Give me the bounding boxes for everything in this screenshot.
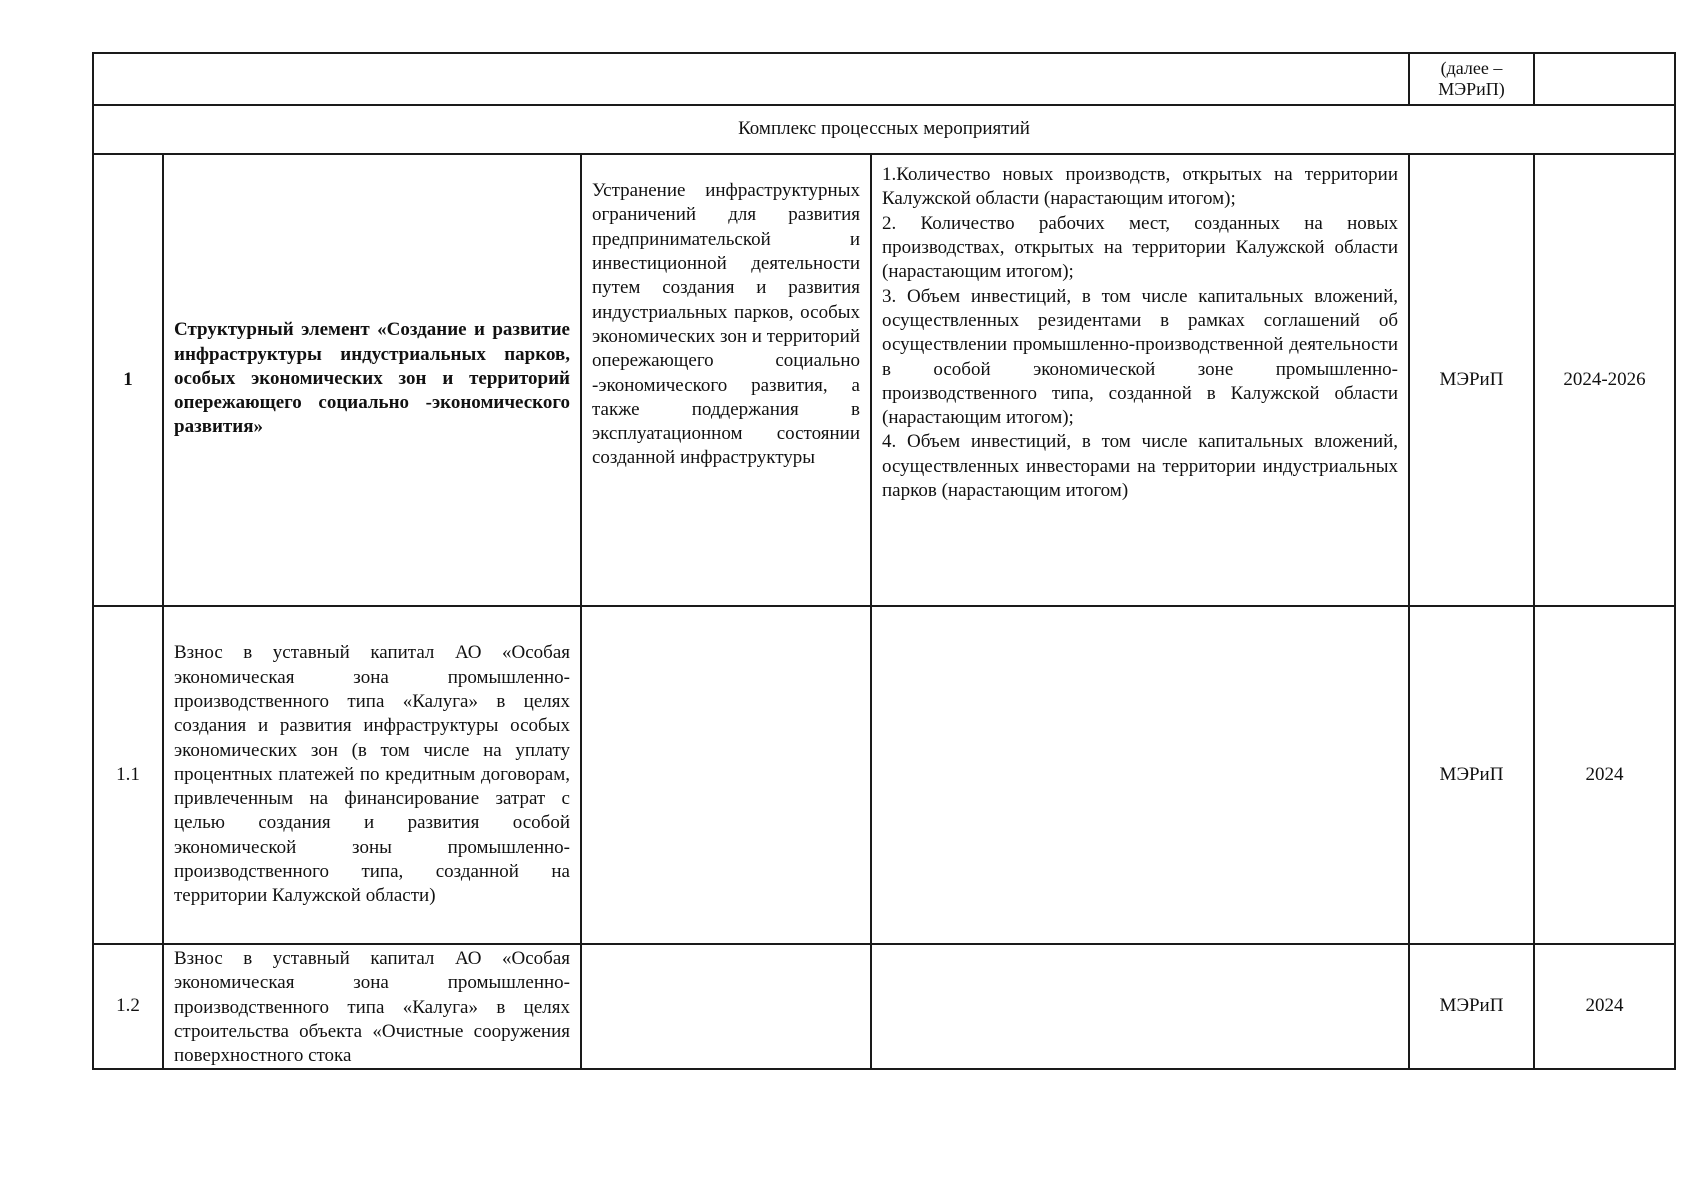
indicators-cell	[871, 944, 1409, 1069]
table-row	[93, 606, 1675, 944]
responsible-value: МЭРиП	[1439, 763, 1504, 785]
period-cell	[1534, 154, 1675, 606]
section-row	[93, 105, 1675, 154]
section-title: Комплекс процессных мероприятий	[738, 118, 1030, 140]
row-number: 1.1	[116, 763, 140, 785]
responsible-cell	[1409, 154, 1534, 606]
element-title: Взнос в уставный капитал АО «Особая экономическая зона промышленно-производственного типа «Калуга» в целях создания и развития инфраструктуры особых экономических зон (в том числе на уплату процентных платежей по кредитным договорам, привлеченным на финансирование затрат с целью создания и развития особой экономической зоны промышленно-производственного типа, созданной на территории Калужской области)	[174, 642, 570, 907]
responsible-cell	[1409, 606, 1534, 944]
period-value: 2024	[1585, 995, 1624, 1017]
element-title: Структурный элемент «Создание и развитие инфраструктуры индустриальных парков, особых экономических зон и территорий опережающего социально -экономического развития»	[174, 319, 570, 438]
program-table	[92, 52, 1676, 1070]
empty-cell	[93, 53, 1409, 105]
element-title: Взнос в уставный капитал АО «Особая экономическая зона промышленно-производственного типа «Калуга» в целях строительства объекта «Очистные сооружения поверхностного стока	[174, 948, 570, 1067]
responsible-note: (далее – МЭРиП)	[1438, 58, 1505, 99]
period-value: 2024-2026	[1563, 368, 1646, 390]
indicators-cell	[871, 606, 1409, 944]
row-number-cell	[93, 944, 163, 1069]
indicator-item: 2. Количество рабочих мест, созданных на новых производствах, открытых на территории Калужской области (нарастающим итогом);	[882, 212, 1398, 283]
indicators-cell	[871, 154, 1409, 606]
indicator-item: 1.Количество новых производств, открытых на территории Калужской области (нарастающим итогом);	[882, 164, 1398, 210]
header-continuation-row	[93, 53, 1675, 105]
row-number-cell	[93, 606, 163, 944]
responsible-value: МЭРиП	[1439, 368, 1504, 390]
table-row	[93, 154, 1675, 606]
period-value: 2024	[1585, 763, 1624, 785]
table-row	[93, 944, 1675, 1069]
indicator-item: 4. Объем инвестиций, в том числе капитальных вложений, осуществленных инвесторами на территории индустриальных парков (нарастающим итогом)	[882, 431, 1398, 502]
task-cell	[581, 944, 871, 1069]
row-number-cell	[93, 154, 163, 606]
element-title-cell	[163, 154, 581, 606]
empty-cell	[1534, 53, 1675, 105]
responsible-note-cell	[1409, 53, 1534, 105]
element-title-cell	[163, 944, 581, 1069]
row-number: 1.2	[116, 995, 140, 1017]
responsible-cell	[1409, 944, 1534, 1069]
task-cell	[581, 154, 871, 606]
element-title-cell	[163, 606, 581, 944]
responsible-value: МЭРиП	[1439, 995, 1504, 1017]
indicator-item: 3. Объем инвестиций, в том числе капитальных вложений, осуществленных резидентами в рамках соглашений об осуществлении промышленно-производственной деятельности в особой экономической зоне промышленно-производственного типа, созданной в Калужской области (нарастающим итогом);	[882, 285, 1398, 429]
task-cell	[581, 606, 871, 944]
row-number: 1	[123, 368, 133, 390]
task-text: Устранение инфраструктурных ограничений для развития предпринимательской и инвестиционной деятельности путем создания и развития индустриальных парков, особых экономических зон и территорий опережающего социально -экономического развития, а также поддержания в эксплуатационном состоянии созданной инфраструктуры	[592, 180, 860, 469]
period-cell	[1534, 606, 1675, 944]
period-cell	[1534, 944, 1675, 1069]
section-title-cell	[93, 105, 1675, 154]
